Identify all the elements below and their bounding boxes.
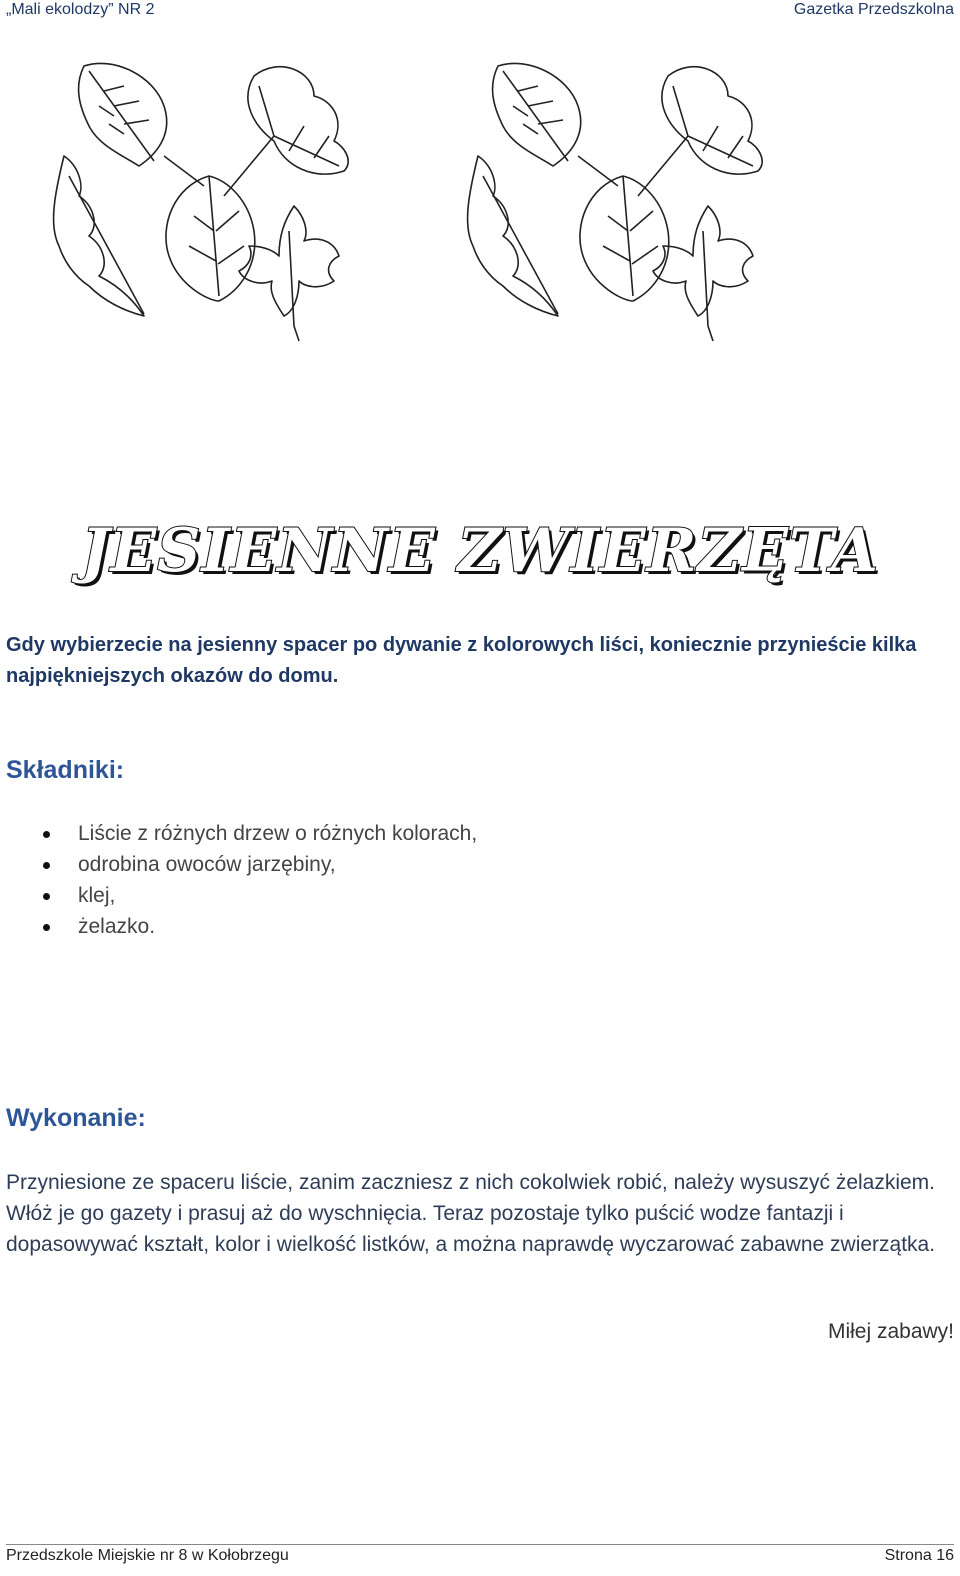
autumn-leaves-icon bbox=[458, 46, 798, 346]
closing-text: Miłej zabawy! bbox=[827, 1320, 954, 1343]
list-item: klej, bbox=[0, 880, 477, 911]
footer-left: Przedszkole Miejskie nr 8 w Kołobrzegu bbox=[6, 1547, 289, 1564]
intro-paragraph: Gdy wybierzecie na jesienny spacer po dywanie z kolorowych liści, koniecznie przynieście kilka najpiękniejszych okazów do domu. bbox=[6, 634, 917, 687]
page-title: JESIENNE ZWIERZĘTA bbox=[81, 516, 879, 586]
list-item: żelazko. bbox=[0, 911, 477, 942]
instructions-heading: Wykonanie: bbox=[6, 1104, 146, 1132]
instructions-paragraph: Przyniesione ze spaceru liście, zanim zaczniesz z nich cokolwiek robić, należy wysuszyć żelazkiem. Włóż je go gazety i prasuj aż do wyschnięcia. Teraz pozostaje tylko puścić wodze fantazji i dopasowywać kształt, kolor i wielkość listków, a można naprawdę wyczarować zabawne zwierzątka. bbox=[6, 1171, 936, 1256]
list-item: Liście z różnych drzew o różnych kolorach, bbox=[0, 818, 477, 849]
header-right: Gazetka Przedszkolna bbox=[793, 1, 954, 18]
header-left: „Mali ekolodzy” NR 2 bbox=[6, 1, 155, 18]
autumn-leaves-icon bbox=[44, 46, 384, 346]
ingredients-heading: Składniki: bbox=[6, 756, 125, 784]
page-number: Strona 16 bbox=[884, 1547, 954, 1564]
footer-divider bbox=[6, 1544, 954, 1545]
ingredients-list bbox=[0, 818, 477, 942]
list-item: odrobina owoców jarzębiny, bbox=[0, 849, 477, 880]
